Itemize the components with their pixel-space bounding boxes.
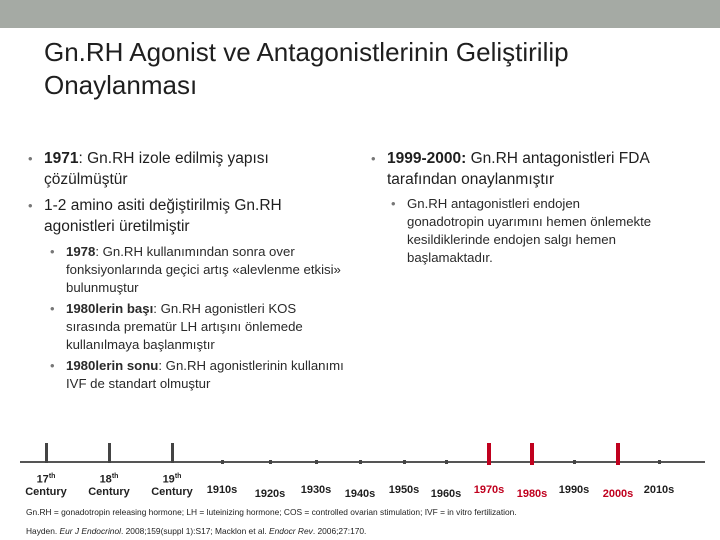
bullet-dot: •	[391, 196, 396, 211]
title-line-1: Gn.RH Agonist ve Antagonistlerinin Geliştirilip	[44, 37, 569, 67]
timeline-tick	[573, 460, 576, 464]
subbullet-1980s-early	[50, 300, 350, 354]
timeline-decade-label: 1950s	[388, 484, 420, 496]
timeline-century-label: 19th Century	[151, 473, 193, 498]
timeline-century-label: 17th Century	[25, 473, 67, 498]
timeline-decade-label: 1990s	[558, 484, 590, 496]
timeline-tick	[221, 460, 224, 464]
subbullet-text: : Gn.RH agonistlerinin kullanımı IVF de standart olmuştur	[66, 358, 344, 391]
ref-citation-2: . 2006;27:170.	[312, 526, 367, 536]
bullet-1971	[28, 148, 350, 190]
bullet-text: : Gn.RH izole edilmiş yapısı çözülmüştür	[44, 150, 269, 188]
right-column	[371, 148, 671, 270]
subbullet-text: Gn.RH antagonistleri endojen gonadotropin uyarımını hemen önlemekte kesildiklerinde endojen salgı hemen başlamaktadır.	[407, 196, 652, 265]
timeline-tick-highlight	[530, 443, 534, 465]
bullet-dot: •	[28, 151, 33, 166]
timeline-decade-label: 1930s	[300, 484, 332, 496]
bullet-text: 1-2 amino asiti değiştirilmiş Gn.RH agonistleri üretilmiştir	[44, 197, 282, 235]
ref-citation-1: . 2008;159(suppl 1):S17; Macklon et al.	[120, 526, 270, 536]
ref-journal-2: Endocr Rev	[269, 526, 313, 536]
timeline-decade-label: 2000s	[602, 488, 634, 500]
bullet-dot: •	[50, 244, 55, 259]
title-line-2: Onaylanması	[44, 70, 198, 100]
timeline-decade-label: 2010s	[643, 484, 675, 496]
bullet-dot: •	[371, 151, 376, 166]
timeline-decade-label: 1910s	[206, 484, 238, 496]
timeline-tick	[315, 460, 318, 464]
bullet-year: 1999-2000:	[387, 150, 467, 167]
top-bar	[0, 0, 720, 28]
timeline-decade-label: 1920s	[254, 488, 286, 500]
timeline-decade-label: 1960s	[430, 488, 462, 500]
subbullet-text: : Gn.RH kullanımından sonra over fonksiyonlarında geçici artış «alevlenme etkisi» bulunmuştur	[66, 244, 341, 295]
timeline-decade-label: 1980s	[516, 488, 548, 500]
subbullet-year: 1978	[66, 244, 96, 259]
bullet-dot: •	[50, 301, 55, 316]
timeline-tick-highlight	[487, 443, 491, 465]
timeline-tick	[45, 443, 48, 463]
timeline-decade-label: 1940s	[344, 488, 376, 500]
slide-title	[44, 36, 684, 102]
subbullet-1978	[50, 243, 350, 297]
subbullet-1980s-late	[50, 357, 350, 393]
bullet-dot: •	[28, 198, 33, 213]
bullet-text: Gn.RH antagonistleri FDA tarafından onaylanmıştır	[387, 150, 649, 188]
subbullet-year: 1980lerin başı	[66, 301, 154, 316]
ref-journal-1: Eur J Endocrinol	[59, 526, 121, 536]
subbullet-antagonist	[391, 195, 657, 267]
timeline-tick	[403, 460, 406, 464]
timeline-tick-highlight	[616, 443, 620, 465]
references-footnote	[26, 526, 366, 536]
timeline-tick	[171, 443, 174, 463]
timeline-tick	[658, 460, 661, 464]
bullet-1999-2000	[371, 148, 671, 190]
bullet-dot: •	[50, 358, 55, 373]
timeline-century-label: 18th Century	[88, 473, 130, 498]
timeline-tick	[108, 443, 111, 463]
abbreviations-footnote: Gn.RH = gonadotropin releasing hormone; LH = luteinizing hormone; COS = controlled ovarian stimulation; IVF = in vitro fertilization.	[26, 507, 517, 517]
timeline-axis	[20, 461, 705, 463]
left-column	[28, 148, 350, 396]
ref-author-1: Hayden.	[26, 526, 60, 536]
timeline-decade-label: 1970s	[473, 484, 505, 496]
subbullet-year: 1980lerin sonu	[66, 358, 159, 373]
subbullet-text: : Gn.RH agonistleri KOS sırasında prematür LH artışını önlemede kullanılmaya başlanmıştır	[66, 301, 303, 352]
bullet-amino-acid	[28, 195, 350, 237]
timeline-tick	[269, 460, 272, 464]
bullet-year: 1971	[44, 150, 79, 167]
timeline-tick	[359, 460, 362, 464]
timeline-tick	[445, 460, 448, 464]
